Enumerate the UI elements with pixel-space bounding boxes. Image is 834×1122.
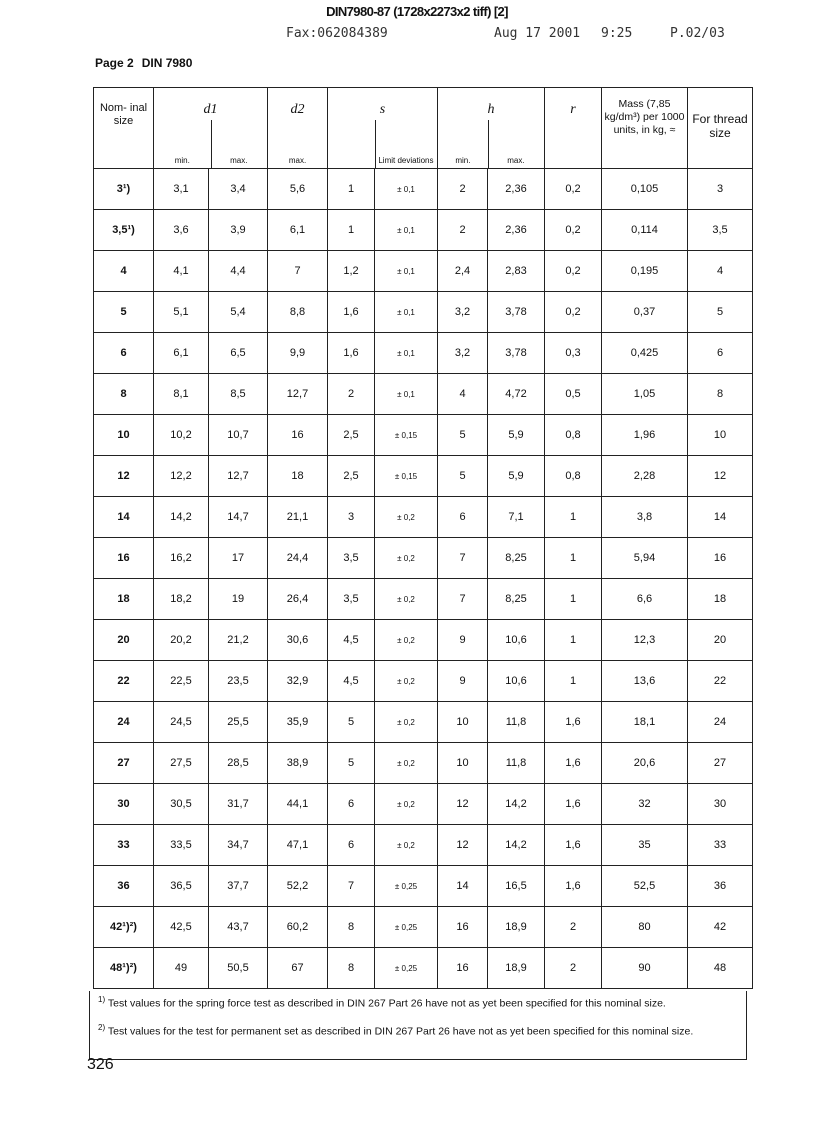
- cell-d1min: 12,2: [154, 456, 209, 497]
- table-row: [94, 825, 753, 866]
- cell-mass: 13,6: [602, 661, 688, 702]
- cell-mass: 32: [602, 784, 688, 825]
- cell-hmin: 3,2: [438, 292, 488, 333]
- cell-r: 1,6: [545, 743, 602, 784]
- cell-s: 7: [328, 866, 375, 907]
- cell-d1max: 50,5: [209, 948, 268, 989]
- table-row: [94, 907, 753, 948]
- cell-d1max: 8,5: [209, 374, 268, 415]
- cell-d1min: 36,5: [154, 866, 209, 907]
- cell-r: 1,6: [545, 866, 602, 907]
- cell-mass: 35: [602, 825, 688, 866]
- cell-nom: 27: [94, 743, 154, 784]
- cell-s: 2,5: [328, 456, 375, 497]
- cell-sdev: ± 0,15: [375, 415, 438, 456]
- footnote-2: $^{2)}$ Test values for the test for permanent set as described in DIN 267 Part 26 have not as yet been specified for this nominal size.: [98, 1023, 694, 1038]
- limit-deviations-label: Limit deviations: [378, 156, 434, 165]
- cell-nom: 6: [94, 333, 154, 374]
- cell-sdev: ± 0,25: [375, 866, 438, 907]
- cell-hmax: 18,9: [488, 907, 545, 948]
- cell-s: 3,5: [328, 579, 375, 620]
- cell-hmax: 8,25: [488, 538, 545, 579]
- cell-hmin: 6: [438, 497, 488, 538]
- cell-sdev: ± 0,2: [375, 702, 438, 743]
- cell-s: 1,6: [328, 333, 375, 374]
- cell-hmin: 3,2: [438, 333, 488, 374]
- dimensions-table: [93, 87, 753, 989]
- cell-hmax: 3,78: [488, 333, 545, 374]
- table-row: [94, 169, 753, 210]
- cell-mass: 0,114: [602, 210, 688, 251]
- cell-d1max: 3,4: [209, 169, 268, 210]
- cell-hmax: 2,83: [488, 251, 545, 292]
- cell-thread: 24: [688, 702, 753, 743]
- cell-s: 5: [328, 702, 375, 743]
- table-row: [94, 292, 753, 333]
- cell-thread: 18: [688, 579, 753, 620]
- cell-mass: 0,105: [602, 169, 688, 210]
- cell-hmin: 14: [438, 866, 488, 907]
- cell-nom: 10: [94, 415, 154, 456]
- table-row: [94, 866, 753, 907]
- cell-r: 2: [545, 907, 602, 948]
- table-row: [94, 743, 753, 784]
- cell-mass: 0,37: [602, 292, 688, 333]
- cell-mass: 1,96: [602, 415, 688, 456]
- col-d1: d1 min. max.: [154, 88, 268, 169]
- cell-thread: 10: [688, 415, 753, 456]
- cell-mass: 80: [602, 907, 688, 948]
- cell-mass: 12,3: [602, 620, 688, 661]
- cell-mass: 52,5: [602, 866, 688, 907]
- cell-d1max: 25,5: [209, 702, 268, 743]
- cell-r: 0,8: [545, 415, 602, 456]
- footnote-1: $^{1)}$ Test values for the spring force test as described in DIN 267 Part 26 have not as yet been specified for this nominal size.: [98, 995, 666, 1010]
- cell-d2max: 24,4: [268, 538, 328, 579]
- cell-nom: 36: [94, 866, 154, 907]
- cell-r: 0,3: [545, 333, 602, 374]
- cell-mass: 0,425: [602, 333, 688, 374]
- cell-r: 1,6: [545, 784, 602, 825]
- cell-hmin: 5: [438, 456, 488, 497]
- cell-s: 2,5: [328, 415, 375, 456]
- cell-s: 2: [328, 374, 375, 415]
- document-file-title: DIN7980-87 (1728x2273x2 tiff) [2]: [326, 4, 508, 19]
- cell-s: 1: [328, 169, 375, 210]
- cell-sdev: ± 0,15: [375, 456, 438, 497]
- cell-d2max: 8,8: [268, 292, 328, 333]
- cell-d1min: 42,5: [154, 907, 209, 948]
- cell-r: 1: [545, 538, 602, 579]
- col-r: r: [545, 88, 602, 169]
- cell-nom: 3¹): [94, 169, 154, 210]
- cell-d1max: 5,4: [209, 292, 268, 333]
- cell-thread: 27: [688, 743, 753, 784]
- cell-nom: 20: [94, 620, 154, 661]
- cell-sdev: ± 0,25: [375, 948, 438, 989]
- cell-d1min: 20,2: [154, 620, 209, 661]
- cell-d1max: 6,5: [209, 333, 268, 374]
- cell-d2max: 18: [268, 456, 328, 497]
- cell-hmax: 5,9: [488, 415, 545, 456]
- cell-r: 0,2: [545, 251, 602, 292]
- cell-d1min: 3,1: [154, 169, 209, 210]
- cell-sdev: ± 0,1: [375, 169, 438, 210]
- cell-s: 1: [328, 210, 375, 251]
- cell-thread: 36: [688, 866, 753, 907]
- cell-mass: 6,6: [602, 579, 688, 620]
- cell-hmin: 2: [438, 210, 488, 251]
- cell-d2max: 16: [268, 415, 328, 456]
- cell-hmin: 2,4: [438, 251, 488, 292]
- table-row: [94, 538, 753, 579]
- cell-thread: 6: [688, 333, 753, 374]
- cell-thread: 22: [688, 661, 753, 702]
- table-row: [94, 620, 753, 661]
- cell-hmax: 14,2: [488, 784, 545, 825]
- cell-sdev: ± 0,2: [375, 497, 438, 538]
- cell-d1min: 14,2: [154, 497, 209, 538]
- cell-d2max: 9,9: [268, 333, 328, 374]
- cell-s: 3: [328, 497, 375, 538]
- cell-r: 1: [545, 661, 602, 702]
- fax-time: 9:25: [601, 26, 633, 41]
- cell-d1min: 3,6: [154, 210, 209, 251]
- cell-thread: 4: [688, 251, 753, 292]
- cell-thread: 20: [688, 620, 753, 661]
- cell-nom: 18: [94, 579, 154, 620]
- d1-min-label: min.: [174, 156, 190, 165]
- h-min-label: min.: [455, 156, 471, 165]
- cell-hmax: 4,72: [488, 374, 545, 415]
- cell-nom: 33: [94, 825, 154, 866]
- table-row: [94, 251, 753, 292]
- cell-r: 2: [545, 948, 602, 989]
- table-row: [94, 415, 753, 456]
- cell-s: 6: [328, 784, 375, 825]
- cell-s: 4,5: [328, 620, 375, 661]
- cell-d1max: 34,7: [209, 825, 268, 866]
- cell-nom: 12: [94, 456, 154, 497]
- cell-s: 6: [328, 825, 375, 866]
- cell-sdev: ± 0,2: [375, 825, 438, 866]
- fax-page: P.02/03: [670, 26, 725, 41]
- cell-d1max: 23,5: [209, 661, 268, 702]
- cell-r: 0,2: [545, 292, 602, 333]
- cell-d1min: 8,1: [154, 374, 209, 415]
- cell-hmin: 12: [438, 784, 488, 825]
- cell-hmin: 9: [438, 620, 488, 661]
- fax-date: Aug 17 2001: [494, 26, 581, 41]
- table-row: [94, 784, 753, 825]
- cell-hmin: 16: [438, 948, 488, 989]
- fax-number: Fax:062084389: [286, 26, 388, 41]
- cell-thread: 3: [688, 169, 753, 210]
- cell-d1max: 17: [209, 538, 268, 579]
- d1-max-label: max.: [230, 156, 248, 165]
- table-row: [94, 579, 753, 620]
- cell-s: 4,5: [328, 661, 375, 702]
- cell-d2max: 52,2: [268, 866, 328, 907]
- table-row: [94, 497, 753, 538]
- cell-thread: 33: [688, 825, 753, 866]
- cell-nom: 8: [94, 374, 154, 415]
- cell-d1min: 6,1: [154, 333, 209, 374]
- cell-mass: 0,195: [602, 251, 688, 292]
- col-s: s Limit deviations: [328, 88, 438, 169]
- cell-d1min: 16,2: [154, 538, 209, 579]
- cell-s: 8: [328, 907, 375, 948]
- cell-nom: 16: [94, 538, 154, 579]
- standard-name: DIN 7980: [141, 56, 193, 70]
- table-row: [94, 702, 753, 743]
- cell-d1min: 30,5: [154, 784, 209, 825]
- cell-sdev: ± 0,2: [375, 538, 438, 579]
- cell-d2max: 12,7: [268, 374, 328, 415]
- col-h: h min. max.: [438, 88, 545, 169]
- cell-sdev: ± 0,2: [375, 620, 438, 661]
- table-row: [94, 948, 753, 989]
- cell-d1min: 22,5: [154, 661, 209, 702]
- cell-nom: 5: [94, 292, 154, 333]
- cell-s: 8: [328, 948, 375, 989]
- cell-sdev: ± 0,2: [375, 743, 438, 784]
- cell-d1min: 10,2: [154, 415, 209, 456]
- cell-sdev: ± 0,1: [375, 292, 438, 333]
- cell-d1max: 4,4: [209, 251, 268, 292]
- cell-hmin: 9: [438, 661, 488, 702]
- cell-hmax: 18,9: [488, 948, 545, 989]
- cell-hmin: 5: [438, 415, 488, 456]
- cell-s: 1,2: [328, 251, 375, 292]
- cell-r: 0,5: [545, 374, 602, 415]
- cell-nom: 48¹)²): [94, 948, 154, 989]
- cell-hmax: 3,78: [488, 292, 545, 333]
- cell-d2max: 60,2: [268, 907, 328, 948]
- table-row: [94, 374, 753, 415]
- cell-d1max: 10,7: [209, 415, 268, 456]
- cell-mass: 90: [602, 948, 688, 989]
- cell-thread: 48: [688, 948, 753, 989]
- cell-r: 0,2: [545, 210, 602, 251]
- page-header: [95, 56, 200, 70]
- cell-d2max: 44,1: [268, 784, 328, 825]
- cell-d1max: 19: [209, 579, 268, 620]
- cell-hmax: 5,9: [488, 456, 545, 497]
- cell-hmax: 10,6: [488, 661, 545, 702]
- h-max-label: max.: [507, 156, 525, 165]
- cell-r: 0,2: [545, 169, 602, 210]
- cell-nom: 4: [94, 251, 154, 292]
- table-row: [94, 333, 753, 374]
- col-thread-size: For thread size: [688, 88, 753, 169]
- cell-hmax: 11,8: [488, 702, 545, 743]
- cell-d2max: 7: [268, 251, 328, 292]
- cell-d1max: 28,5: [209, 743, 268, 784]
- cell-d1min: 5,1: [154, 292, 209, 333]
- cell-d1max: 43,7: [209, 907, 268, 948]
- cell-s: 5: [328, 743, 375, 784]
- cell-hmax: 10,6: [488, 620, 545, 661]
- cell-thread: 30: [688, 784, 753, 825]
- cell-d1min: 24,5: [154, 702, 209, 743]
- table-row: [94, 456, 753, 497]
- cell-hmin: 2: [438, 169, 488, 210]
- cell-hmin: 10: [438, 743, 488, 784]
- cell-thread: 3,5: [688, 210, 753, 251]
- cell-r: 1: [545, 497, 602, 538]
- col-nominal-size: Nom- inal size: [94, 88, 154, 169]
- cell-nom: 24: [94, 702, 154, 743]
- cell-r: 1,6: [545, 825, 602, 866]
- cell-d2max: 35,9: [268, 702, 328, 743]
- cell-sdev: ± 0,1: [375, 251, 438, 292]
- cell-hmin: 7: [438, 579, 488, 620]
- cell-nom: 30: [94, 784, 154, 825]
- cell-d1max: 37,7: [209, 866, 268, 907]
- cell-sdev: ± 0,1: [375, 333, 438, 374]
- cell-d2max: 32,9: [268, 661, 328, 702]
- col-d2: d2 max.: [268, 88, 328, 169]
- cell-sdev: ± 0,2: [375, 784, 438, 825]
- cell-hmax: 16,5: [488, 866, 545, 907]
- cell-d1min: 18,2: [154, 579, 209, 620]
- col-mass: Mass (7,85 kg/dm³) per 1000 units, in kg, ≈: [602, 88, 688, 169]
- cell-hmax: 11,8: [488, 743, 545, 784]
- d2-max-label: max.: [288, 156, 307, 165]
- cell-d1max: 14,7: [209, 497, 268, 538]
- cell-d1max: 3,9: [209, 210, 268, 251]
- cell-d2max: 47,1: [268, 825, 328, 866]
- cell-thread: 5: [688, 292, 753, 333]
- cell-thread: 16: [688, 538, 753, 579]
- cell-r: 0,8: [545, 456, 602, 497]
- cell-d2max: 5,6: [268, 169, 328, 210]
- cell-hmin: 16: [438, 907, 488, 948]
- cell-hmin: 7: [438, 538, 488, 579]
- cell-nom: 22: [94, 661, 154, 702]
- cell-r: 1: [545, 620, 602, 661]
- cell-d2max: 21,1: [268, 497, 328, 538]
- cell-sdev: ± 0,25: [375, 907, 438, 948]
- cell-d1min: 4,1: [154, 251, 209, 292]
- footnotes: [89, 991, 747, 1060]
- cell-d2max: 30,6: [268, 620, 328, 661]
- cell-d1min: 33,5: [154, 825, 209, 866]
- cell-nom: 14: [94, 497, 154, 538]
- cell-sdev: ± 0,2: [375, 579, 438, 620]
- cell-hmax: 2,36: [488, 210, 545, 251]
- cell-d1max: 12,7: [209, 456, 268, 497]
- cell-d2max: 26,4: [268, 579, 328, 620]
- cell-d2max: 67: [268, 948, 328, 989]
- cell-r: 1: [545, 579, 602, 620]
- cell-hmax: 8,25: [488, 579, 545, 620]
- cell-sdev: ± 0,1: [375, 210, 438, 251]
- cell-sdev: ± 0,1: [375, 374, 438, 415]
- cell-d1min: 49: [154, 948, 209, 989]
- cell-thread: 8: [688, 374, 753, 415]
- cell-mass: 3,8: [602, 497, 688, 538]
- cell-sdev: ± 0,2: [375, 661, 438, 702]
- cell-hmax: 2,36: [488, 169, 545, 210]
- table-row: [94, 210, 753, 251]
- cell-thread: 42: [688, 907, 753, 948]
- cell-d1max: 21,2: [209, 620, 268, 661]
- table-row: [94, 661, 753, 702]
- cell-hmin: 12: [438, 825, 488, 866]
- cell-hmax: 14,2: [488, 825, 545, 866]
- page-number: 326: [87, 1056, 114, 1073]
- cell-d2max: 38,9: [268, 743, 328, 784]
- cell-mass: 2,28: [602, 456, 688, 497]
- cell-d2max: 6,1: [268, 210, 328, 251]
- cell-thread: 14: [688, 497, 753, 538]
- cell-nom: 3,5¹): [94, 210, 154, 251]
- cell-hmin: 10: [438, 702, 488, 743]
- cell-d1max: 31,7: [209, 784, 268, 825]
- cell-mass: 20,6: [602, 743, 688, 784]
- cell-mass: 18,1: [602, 702, 688, 743]
- cell-r: 1,6: [545, 702, 602, 743]
- cell-thread: 12: [688, 456, 753, 497]
- cell-d1min: 27,5: [154, 743, 209, 784]
- cell-nom: 42¹)²): [94, 907, 154, 948]
- cell-s: 1,6: [328, 292, 375, 333]
- cell-mass: 5,94: [602, 538, 688, 579]
- cell-mass: 1,05: [602, 374, 688, 415]
- cell-hmin: 4: [438, 374, 488, 415]
- table-body: [94, 169, 753, 989]
- cell-hmax: 7,1: [488, 497, 545, 538]
- page-label: Page 2: [95, 56, 134, 70]
- cell-s: 3,5: [328, 538, 375, 579]
